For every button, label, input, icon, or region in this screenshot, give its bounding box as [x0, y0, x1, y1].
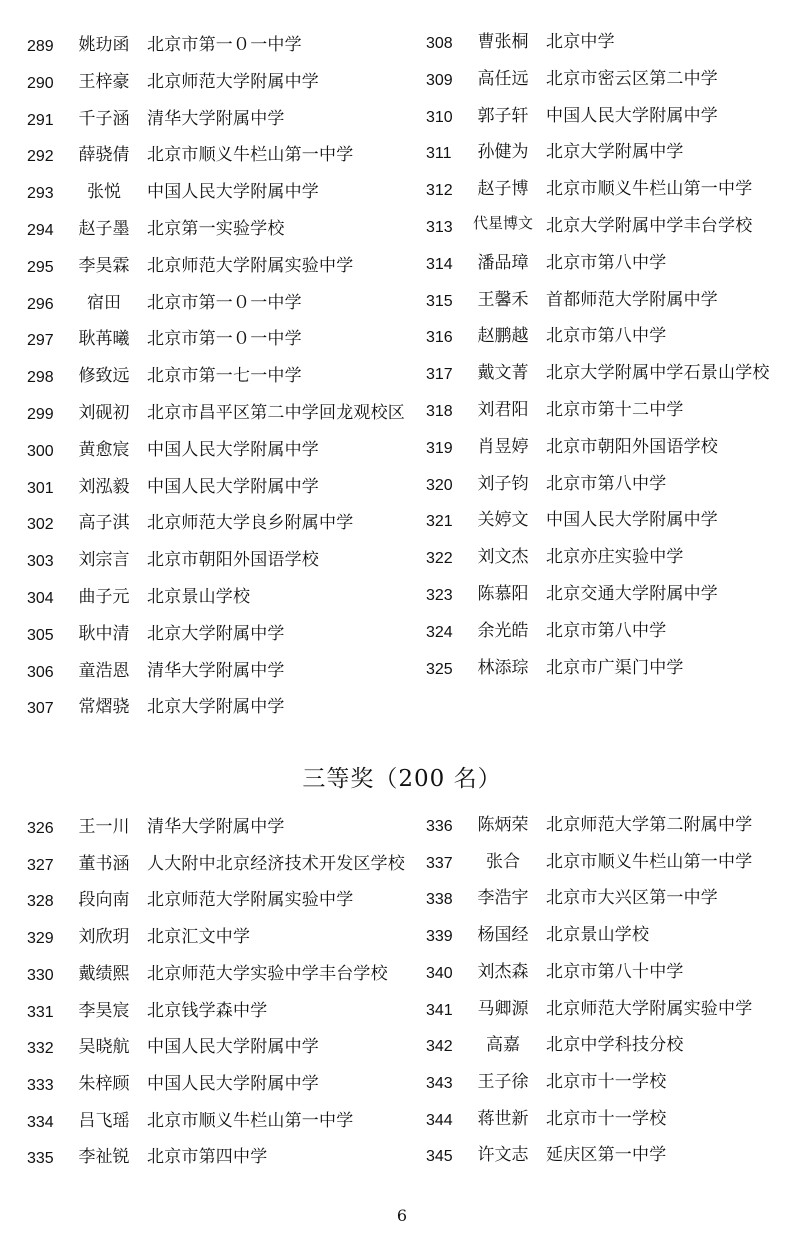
student-name: 朱梓顾	[78, 1073, 130, 1094]
rank-number: 293	[27, 185, 54, 203]
rank-number: 299	[27, 406, 54, 423]
list-item	[27, 140, 407, 176]
list-item	[426, 1104, 804, 1140]
list-item	[27, 288, 407, 324]
rank-number: 315	[426, 292, 453, 310]
rank-number: 312	[426, 182, 453, 200]
list-item	[27, 1106, 407, 1142]
list-item	[426, 653, 804, 689]
list-item	[27, 582, 407, 618]
student-name: 耿中清	[78, 623, 130, 644]
school-name: 北京大学附属中学	[147, 697, 285, 718]
student-name: 林添琮	[477, 657, 529, 678]
student-name: 刘欣玥	[78, 927, 130, 948]
school-name: 清华大学附属中学	[147, 660, 285, 681]
student-name: 刘子钧	[477, 473, 529, 494]
rank-number: 333	[27, 1076, 54, 1094]
school-name: 北京市广渠门中学	[546, 657, 684, 678]
list-item	[426, 321, 804, 357]
school-name: 北京中学科技分校	[546, 1035, 684, 1056]
rank-number: 340	[426, 964, 453, 982]
list-item	[426, 579, 804, 615]
student-name: 修致远	[78, 366, 130, 387]
student-name: 李昊宸	[78, 1000, 130, 1021]
list-item	[27, 104, 407, 140]
school-name: 北京大学附属中学石景山学校	[546, 363, 770, 384]
rank-number: 345	[426, 1148, 453, 1166]
list-item	[27, 619, 407, 655]
student-name: 马卿源	[477, 998, 529, 1019]
student-name: 耿苒曦	[78, 329, 130, 350]
school-name: 中国人民大学附属中学	[546, 105, 718, 126]
list-item	[27, 922, 407, 958]
school-name: 中国人民大学附属中学	[546, 510, 718, 531]
rank-number: 328	[27, 893, 54, 911]
list-item	[27, 214, 407, 250]
rank-number: 289	[27, 38, 54, 55]
list-item	[27, 472, 407, 508]
list-item	[426, 285, 804, 321]
rank-number: 306	[27, 663, 54, 681]
school-name: 北京师范大学附属实验中学	[147, 255, 354, 276]
school-name: 北京师范大学附属实验中学	[147, 890, 354, 911]
rank-number: 305	[27, 626, 54, 644]
student-name: 吕飞瑶	[78, 1110, 130, 1131]
school-name: 北京市顺义牛栏山第一中学	[546, 179, 753, 200]
school-name: 北京大学附属中学	[147, 623, 285, 644]
list-item	[426, 174, 804, 210]
page-number: 6	[396, 1206, 408, 1225]
rank-number: 295	[27, 258, 54, 276]
student-name: 高任远	[477, 68, 529, 89]
list-item	[27, 656, 407, 692]
list-item	[27, 812, 407, 848]
list-item	[426, 957, 804, 993]
school-name: 北京市第八中学	[546, 326, 667, 347]
list-item	[27, 885, 407, 921]
school-name: 中国人民大学附属中学	[147, 182, 319, 203]
school-name: 北京汇文中学	[147, 927, 251, 948]
student-name: 刘文杰	[477, 547, 529, 568]
list-item	[27, 959, 407, 995]
list-item	[426, 432, 804, 468]
school-name: 北京市第一０一中学	[147, 292, 302, 313]
rank-number: 316	[426, 329, 453, 347]
rank-number: 321	[426, 513, 453, 531]
student-name: 戴绩熙	[78, 963, 130, 984]
school-name: 清华大学附属中学	[147, 817, 285, 837]
list-item	[27, 508, 407, 544]
list-item	[27, 67, 407, 103]
student-name: 杨国经	[477, 925, 529, 946]
school-name: 北京师范大学附属实验中学	[546, 998, 753, 1019]
student-name: 陈慕阳	[477, 584, 529, 604]
rank-number: 323	[426, 587, 453, 604]
student-name: 代星博文	[472, 214, 533, 232]
student-name: 段向南	[78, 890, 130, 911]
rank-number: 301	[27, 479, 54, 497]
rank-number: 341	[426, 1001, 453, 1019]
list-item	[27, 692, 407, 728]
student-name: 刘君阳	[477, 400, 529, 420]
rank-number: 308	[426, 35, 453, 52]
student-name: 刘杰森	[477, 961, 529, 982]
student-name: 王梓豪	[78, 71, 130, 92]
student-name: 张合	[486, 851, 520, 872]
school-name: 北京亦庄实验中学	[546, 547, 684, 568]
school-name: 北京师范大学第二附属中学	[546, 815, 753, 835]
student-name: 刘宗言	[78, 550, 130, 571]
rank-number: 324	[426, 623, 453, 641]
list-item	[426, 616, 804, 652]
student-name: 赵子墨	[78, 219, 130, 239]
rank-number: 320	[426, 476, 453, 494]
rank-number: 322	[426, 550, 453, 568]
rank-number: 314	[426, 255, 453, 273]
school-name: 清华大学附属中学	[147, 108, 285, 129]
student-name: 刘砚初	[78, 403, 130, 423]
list-item	[27, 361, 407, 397]
list-item	[27, 398, 407, 434]
rank-number: 292	[27, 148, 54, 166]
school-name: 人大附中北京经济技术开发区学校	[147, 853, 405, 874]
list-item	[27, 1142, 407, 1178]
school-name: 中国人民大学附属中学	[147, 1037, 319, 1058]
school-name: 北京市第八中学	[546, 473, 667, 494]
student-name: 许文志	[477, 1145, 529, 1166]
student-name: 王馨禾	[477, 289, 529, 310]
list-item	[426, 1030, 804, 1066]
student-name: 李昊霖	[78, 255, 130, 276]
rank-number: 325	[426, 660, 453, 678]
rank-number: 304	[27, 590, 54, 607]
rank-number: 310	[426, 108, 453, 126]
rank-number: 329	[27, 930, 54, 948]
school-name: 北京市十一学校	[546, 1108, 667, 1129]
rank-number: 336	[426, 818, 453, 835]
school-name: 北京市昌平区第二中学回龙观校区	[147, 403, 405, 423]
rank-number: 298	[27, 369, 54, 387]
school-name: 中国人民大学附属中学	[147, 1073, 319, 1094]
student-name: 李浩宇	[477, 888, 529, 909]
rank-number: 318	[426, 403, 453, 420]
student-name: 潘品璋	[477, 252, 529, 273]
list-item	[27, 324, 407, 360]
list-item	[426, 64, 804, 100]
rank-number: 307	[27, 700, 54, 718]
student-name: 赵鹏越	[477, 326, 529, 347]
rank-number: 309	[426, 71, 453, 89]
rank-number: 342	[426, 1038, 453, 1056]
rank-number: 311	[426, 145, 452, 163]
school-name: 北京市顺义牛栏山第一中学	[546, 851, 753, 872]
school-name: 北京大学附属中学丰台学校	[546, 216, 753, 236]
rank-number: 297	[27, 332, 54, 350]
student-name: 黄愈宸	[78, 439, 130, 460]
list-item	[426, 469, 804, 505]
student-name: 戴文菁	[477, 363, 529, 384]
student-name: 陈炳荣	[477, 815, 529, 835]
school-name: 北京市朝阳外国语学校	[546, 436, 718, 457]
school-name: 北京市第八中学	[546, 252, 667, 273]
student-name: 关婷文	[477, 510, 529, 531]
student-name: 曲子元	[78, 587, 130, 607]
school-name: 北京师范大学实验中学丰台学校	[147, 963, 388, 984]
list-item	[426, 358, 804, 394]
school-name: 中国人民大学附属中学	[147, 439, 319, 460]
school-name: 北京市第十二中学	[546, 400, 684, 420]
rank-number: 337	[426, 854, 453, 872]
list-item	[27, 435, 407, 471]
rank-number: 338	[426, 891, 453, 909]
school-name: 北京市大兴区第一中学	[546, 888, 718, 909]
list-item	[27, 1032, 407, 1068]
student-name: 姚玏函	[78, 35, 130, 55]
school-name: 延庆区第一中学	[546, 1145, 667, 1166]
rank-number: 332	[27, 1040, 54, 1058]
list-item	[426, 137, 804, 173]
list-item	[27, 251, 407, 287]
school-name: 北京市密云区第二中学	[546, 68, 718, 89]
student-name: 赵子博	[477, 179, 529, 200]
student-name: 郭子轩	[477, 105, 529, 126]
school-name: 北京市第四中学	[147, 1147, 268, 1168]
list-item	[426, 542, 804, 578]
rank-number: 290	[27, 74, 54, 92]
list-item	[426, 847, 804, 883]
student-name: 肖昱婷	[477, 436, 529, 457]
school-name: 北京钱学森中学	[147, 1000, 268, 1021]
school-name: 北京市顺义牛栏山第一中学	[147, 1110, 354, 1131]
school-name: 中国人民大学附属中学	[147, 476, 319, 497]
school-name: 北京景山学校	[546, 925, 650, 946]
list-item	[426, 395, 804, 431]
list-item	[27, 1069, 407, 1105]
rank-number: 343	[426, 1074, 453, 1092]
list-item	[426, 920, 804, 956]
school-name: 北京第一实验学校	[147, 219, 285, 239]
rank-number: 300	[27, 442, 54, 460]
student-name: 曹张桐	[477, 32, 529, 52]
list-item	[27, 996, 407, 1032]
rank-number: 319	[426, 439, 453, 457]
third-prize-heading: 三等奖（200 名）	[302, 766, 502, 792]
school-name: 北京市十一学校	[546, 1071, 667, 1092]
rank-number: 303	[27, 553, 54, 571]
rank-number: 331	[27, 1003, 54, 1021]
student-name: 孙健为	[477, 142, 529, 163]
school-name: 北京市顺义牛栏山第一中学	[147, 145, 354, 166]
list-item	[426, 994, 804, 1030]
school-name: 北京市第一七一中学	[147, 366, 302, 387]
student-name: 蒋世新	[477, 1108, 529, 1129]
rank-number: 302	[27, 516, 54, 534]
rank-number: 294	[27, 222, 54, 239]
school-name: 北京师范大学良乡附属中学	[147, 513, 354, 534]
school-name: 北京市第八中学	[546, 620, 667, 641]
list-item	[426, 248, 804, 284]
student-name: 王一川	[78, 817, 130, 837]
student-name: 刘泓毅	[78, 476, 130, 497]
school-name: 北京中学	[546, 32, 615, 52]
student-name: 李祉锐	[78, 1147, 130, 1168]
list-item	[27, 30, 407, 66]
rank-number: 327	[27, 856, 54, 874]
rank-number: 339	[426, 928, 453, 946]
rank-number: 291	[27, 111, 54, 129]
school-name: 北京师范大学附属中学	[147, 71, 319, 92]
list-item	[426, 1067, 804, 1103]
student-name: 吴晓航	[78, 1037, 130, 1058]
list-item	[27, 177, 407, 213]
student-name: 宿田	[87, 292, 121, 313]
list-item	[426, 1140, 804, 1176]
list-item	[426, 810, 804, 846]
school-name: 北京市第一０一中学	[147, 35, 302, 55]
school-name: 北京交通大学附属中学	[546, 584, 718, 604]
list-item	[426, 101, 804, 137]
student-name: 常熠骁	[78, 697, 130, 718]
student-name: 董书涵	[78, 853, 130, 874]
list-item	[426, 505, 804, 541]
student-name: 张悦	[87, 182, 121, 203]
rank-number: 335	[27, 1150, 54, 1168]
student-name: 童浩恩	[78, 660, 130, 681]
school-name: 北京大学附属中学	[546, 142, 684, 163]
rank-number: 334	[27, 1113, 54, 1131]
school-name: 北京市第一０一中学	[147, 329, 302, 350]
rank-number: 344	[426, 1111, 453, 1129]
school-name: 北京市朝阳外国语学校	[147, 550, 319, 571]
list-item	[426, 211, 804, 247]
list-item	[426, 27, 804, 63]
school-name: 首都师范大学附属中学	[546, 289, 718, 310]
rank-number: 313	[426, 219, 453, 236]
student-name: 王子徐	[477, 1071, 529, 1092]
school-name: 北京市第八十中学	[546, 961, 684, 982]
student-name: 薛骁倩	[78, 145, 130, 166]
list-item	[27, 545, 407, 581]
student-name: 千子涵	[78, 108, 130, 129]
student-name: 高子淇	[78, 513, 130, 534]
student-name: 余光皓	[477, 620, 529, 641]
rank-number: 317	[426, 366, 453, 384]
list-item	[426, 883, 804, 919]
rank-number: 326	[27, 820, 54, 837]
student-name: 高嘉	[486, 1035, 520, 1056]
rank-number: 330	[27, 966, 54, 984]
list-item	[27, 849, 407, 885]
rank-number: 296	[27, 295, 54, 313]
school-name: 北京景山学校	[147, 587, 251, 607]
